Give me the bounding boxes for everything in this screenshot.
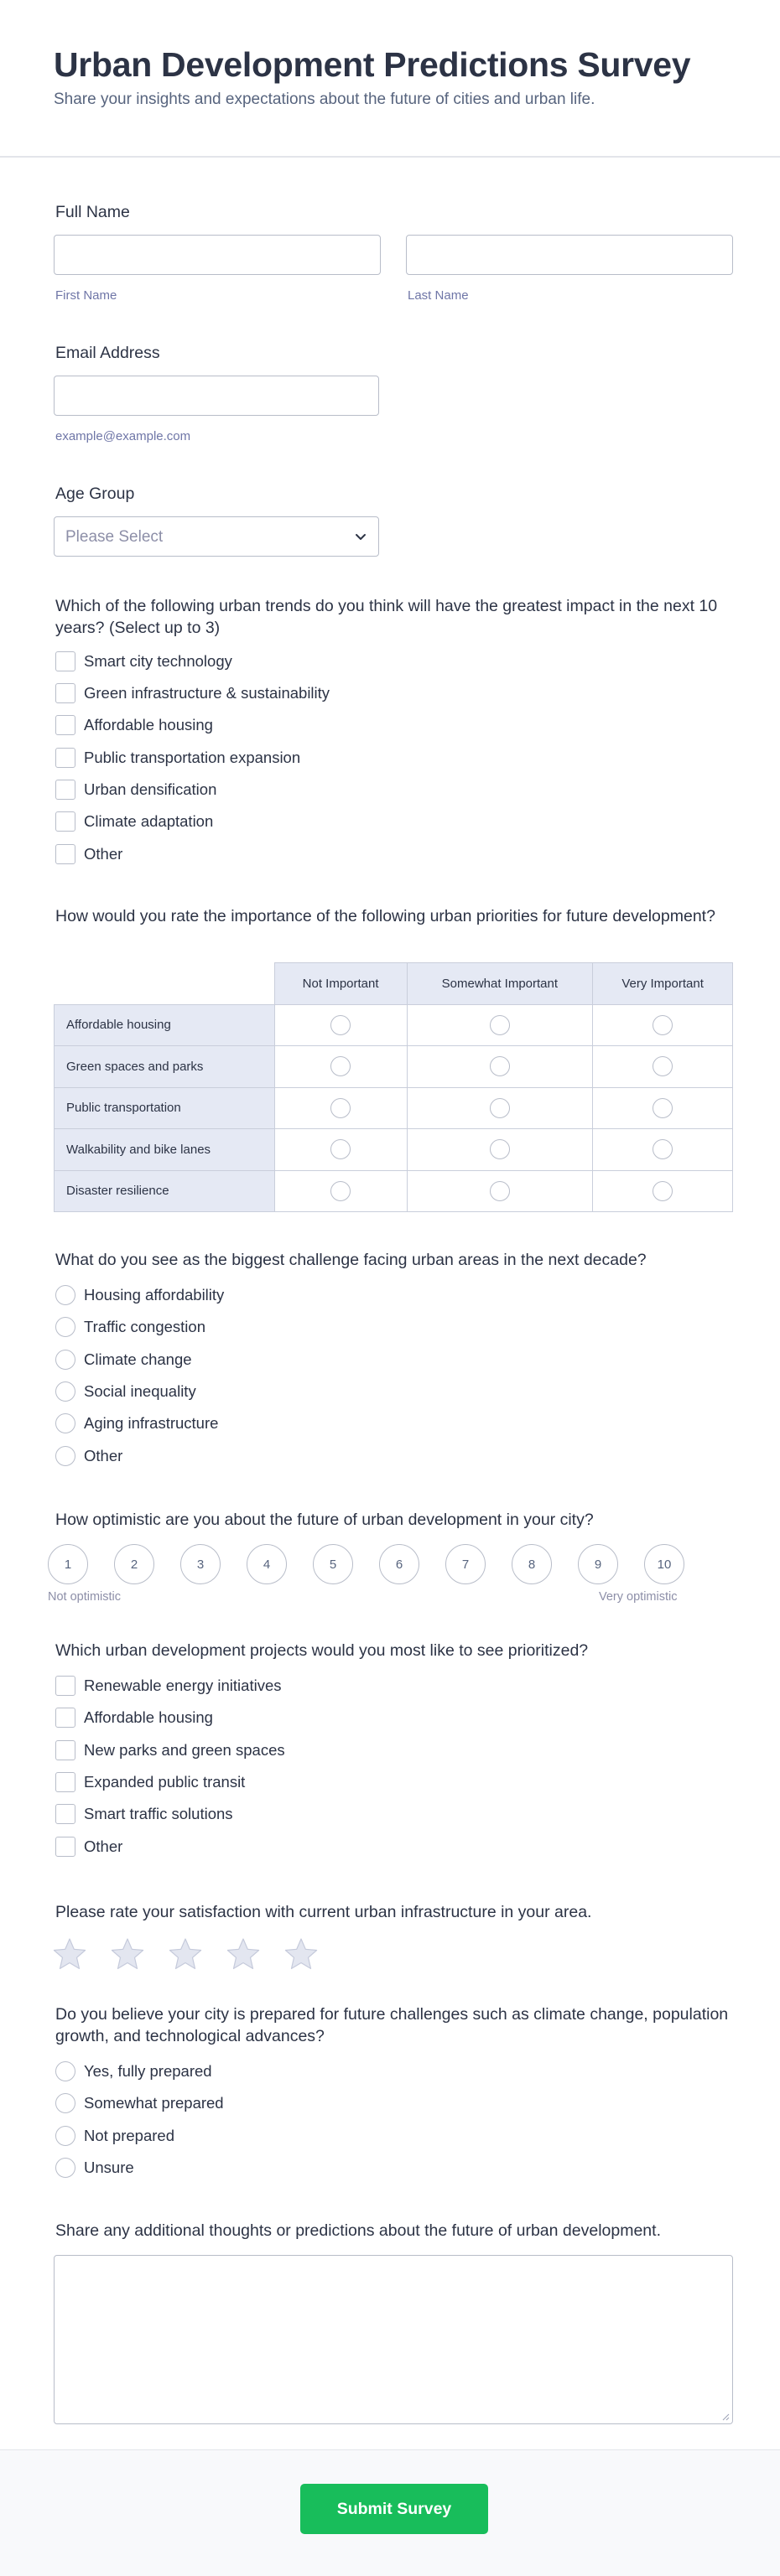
challenge-options xyxy=(55,1284,733,1479)
matrix-row-label: Green spaces and parks xyxy=(55,1046,275,1088)
prepared-option[interactable]: Yes, fully prepared xyxy=(55,2060,212,2082)
matrix-radio[interactable] xyxy=(490,1015,510,1035)
scale-option[interactable]: 1 xyxy=(48,1544,88,1584)
scale-option[interactable]: 9 xyxy=(578,1544,618,1584)
projects-question xyxy=(55,1640,733,1661)
scale-option[interactable]: 4 xyxy=(247,1544,287,1584)
trends-question xyxy=(55,595,733,639)
email-label: Email Address xyxy=(55,344,160,362)
matrix-row-label: Public transportation xyxy=(55,1087,275,1129)
matrix-row-label: Walkability and bike lanes xyxy=(55,1129,275,1171)
radio-button[interactable] xyxy=(55,1446,75,1466)
submit-button[interactable]: Submit Survey xyxy=(300,2484,488,2534)
star-icon[interactable] xyxy=(52,1936,87,1972)
full-name-question xyxy=(55,201,733,223)
checkbox[interactable] xyxy=(55,683,75,703)
challenge-option[interactable]: Traffic congestion xyxy=(55,1316,205,1338)
radio-button[interactable] xyxy=(55,1285,75,1305)
resize-handle-icon[interactable] xyxy=(721,2413,730,2421)
last-name-input[interactable] xyxy=(406,235,733,275)
checkbox[interactable] xyxy=(55,1837,75,1857)
matrix-radio[interactable] xyxy=(653,1181,673,1201)
challenge-option[interactable]: Housing affordability xyxy=(55,1284,224,1306)
checkbox[interactable] xyxy=(55,811,75,832)
matrix-radio[interactable] xyxy=(653,1015,673,1035)
checkbox[interactable] xyxy=(55,1772,75,1792)
matrix-radio[interactable] xyxy=(490,1098,510,1118)
matrix-row xyxy=(55,1046,733,1088)
first-name-sublabel: First Name xyxy=(55,288,117,303)
prepared-options xyxy=(55,2060,733,2191)
thoughts-textarea[interactable] xyxy=(54,2255,733,2424)
email-sublabel: example@example.com xyxy=(55,429,191,443)
project-option[interactable]: Other xyxy=(55,1836,122,1858)
optimism-label: How optimistic are you about the future of urban development in your city? xyxy=(55,1511,594,1529)
trend-option[interactable]: Public transportation expansion xyxy=(55,747,300,769)
star-icon[interactable] xyxy=(168,1936,203,1972)
trend-option[interactable]: Green infrastructure & sustainability xyxy=(55,682,330,704)
scale-max-label: Very optimistic xyxy=(599,1590,678,1604)
star-icon[interactable] xyxy=(110,1936,145,1972)
radio-button[interactable] xyxy=(55,2126,75,2146)
thoughts-label: Share any additional thoughts or predictions about the future of urban development. xyxy=(55,2221,661,2240)
scale-option[interactable]: 10 xyxy=(644,1544,684,1584)
prepared-option[interactable]: Not prepared xyxy=(55,2125,174,2147)
challenge-option[interactable]: Aging infrastructure xyxy=(55,1412,218,1434)
prepared-option[interactable]: Unsure xyxy=(55,2157,134,2179)
trend-option[interactable]: Other xyxy=(55,843,122,865)
form-header xyxy=(0,0,780,158)
trend-option[interactable]: Smart city technology xyxy=(55,650,232,672)
checkbox[interactable] xyxy=(55,1740,75,1760)
page-subtitle: Share your insights and expectations about the future of cities and urban life. xyxy=(54,91,595,108)
matrix-radio[interactable] xyxy=(653,1139,673,1159)
scale-option[interactable]: 2 xyxy=(114,1544,154,1584)
matrix-column-header: Very Important xyxy=(593,963,733,1005)
prepared-label: Do you believe your city is prepared for future challenges such as climate change, population growth, and technological advances? xyxy=(55,2005,729,2045)
matrix-column-header: Not Important xyxy=(274,963,407,1005)
matrix-radio[interactable] xyxy=(653,1056,673,1076)
scale-option[interactable]: 5 xyxy=(313,1544,353,1584)
trend-option[interactable]: Affordable housing xyxy=(55,714,213,736)
radio-button[interactable] xyxy=(55,2061,75,2081)
form-footer xyxy=(0,2449,780,2576)
priorities-matrix xyxy=(54,962,733,1212)
email-input[interactable] xyxy=(54,376,379,416)
challenge-question xyxy=(55,1249,733,1271)
checkbox[interactable] xyxy=(55,748,75,768)
matrix-row xyxy=(55,1004,733,1046)
scale-option[interactable]: 6 xyxy=(379,1544,419,1584)
checkbox[interactable] xyxy=(55,715,75,735)
matrix-row-label: Affordable housing xyxy=(55,1004,275,1046)
matrix-column-header: Somewhat Important xyxy=(407,963,593,1005)
project-option[interactable]: Smart traffic solutions xyxy=(55,1803,233,1825)
matrix-radio[interactable] xyxy=(330,1056,351,1076)
challenge-option[interactable]: Social inequality xyxy=(55,1381,196,1402)
matrix-row xyxy=(55,1129,733,1171)
checkbox[interactable] xyxy=(55,1804,75,1824)
checkbox[interactable] xyxy=(55,1676,75,1696)
matrix-row xyxy=(55,1087,733,1129)
challenge-option[interactable]: Climate change xyxy=(55,1349,192,1371)
checkbox[interactable] xyxy=(55,780,75,800)
radio-button[interactable] xyxy=(55,2093,75,2113)
satisfaction-label: Please rate your satisfaction with current urban infrastructure in your area. xyxy=(55,1903,592,1921)
project-option[interactable]: Affordable housing xyxy=(55,1707,213,1729)
challenge-option[interactable]: Other xyxy=(55,1445,122,1467)
last-name-sublabel: Last Name xyxy=(408,288,469,303)
project-option[interactable]: Expanded public transit xyxy=(55,1771,245,1793)
trend-option[interactable]: Urban densification xyxy=(55,779,216,801)
matrix-radio[interactable] xyxy=(490,1181,510,1201)
matrix-row-label: Disaster resilience xyxy=(55,1170,275,1212)
matrix-radio[interactable] xyxy=(330,1098,351,1118)
age-question xyxy=(55,483,733,505)
project-option[interactable]: New parks and green spaces xyxy=(55,1739,285,1761)
matrix-radio[interactable] xyxy=(490,1139,510,1159)
project-option[interactable]: Renewable energy initiatives xyxy=(55,1675,282,1697)
matrix-radio[interactable] xyxy=(330,1139,351,1159)
radio-button[interactable] xyxy=(55,1413,75,1433)
radio-button[interactable] xyxy=(55,2158,75,2178)
star-icon[interactable] xyxy=(283,1936,319,1972)
checkbox[interactable] xyxy=(55,651,75,671)
age-select[interactable] xyxy=(54,516,379,557)
page-title: Urban Development Predictions Survey xyxy=(54,45,691,84)
radio-button[interactable] xyxy=(55,1317,75,1337)
first-name-input[interactable] xyxy=(54,235,381,275)
satisfaction-question xyxy=(55,1901,733,1923)
email-question xyxy=(55,342,733,364)
trends-options xyxy=(55,650,733,877)
matrix-radio[interactable] xyxy=(653,1098,673,1118)
star-icon[interactable] xyxy=(226,1936,261,1972)
priorities-question xyxy=(55,905,733,927)
scale-option[interactable]: 7 xyxy=(445,1544,486,1584)
scale-option[interactable]: 3 xyxy=(180,1544,221,1584)
age-select-placeholder: Please Select xyxy=(65,528,164,546)
age-label: Age Group xyxy=(55,485,135,503)
scale-min-label: Not optimistic xyxy=(48,1590,122,1604)
matrix-row xyxy=(55,1170,733,1212)
chevron-down-icon xyxy=(353,529,368,544)
matrix-radio[interactable] xyxy=(490,1056,510,1076)
trend-option[interactable]: Climate adaptation xyxy=(55,811,213,832)
radio-button[interactable] xyxy=(55,1381,75,1402)
checkbox[interactable] xyxy=(55,1708,75,1728)
priorities-label: How would you rate the importance of the following urban priorities for future development? xyxy=(55,907,715,925)
projects-label: Which urban development projects would you most like to see prioritized? xyxy=(55,1641,589,1660)
projects-options xyxy=(55,1675,733,1869)
prepared-question xyxy=(55,2003,733,2047)
prepared-option[interactable]: Somewhat prepared xyxy=(55,2092,224,2114)
matrix-radio[interactable] xyxy=(330,1015,351,1035)
optimism-question xyxy=(55,1509,733,1531)
matrix-radio[interactable] xyxy=(330,1181,351,1201)
radio-button[interactable] xyxy=(55,1350,75,1370)
checkbox[interactable] xyxy=(55,844,75,864)
challenge-label: What do you see as the biggest challenge facing urban areas in the next decade? xyxy=(55,1251,647,1269)
thoughts-question xyxy=(55,2220,733,2242)
scale-option[interactable]: 8 xyxy=(512,1544,552,1584)
trends-label: Which of the following urban trends do you think will have the greatest impact in the next 10 years? (Select up to 3) xyxy=(55,597,718,637)
full-name-label: Full Name xyxy=(55,203,130,221)
matrix-corner xyxy=(55,963,275,1005)
